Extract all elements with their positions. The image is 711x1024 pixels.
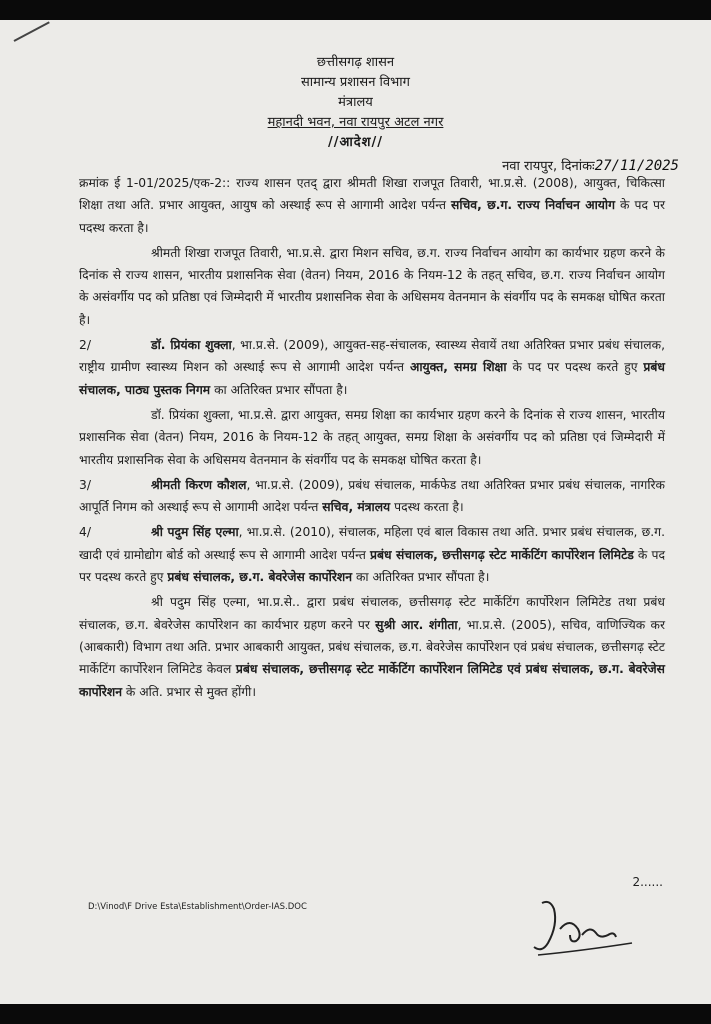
- date-value: 27/11/2025: [594, 158, 679, 174]
- paragraph-5: [79, 474, 665, 519]
- text: का अतिरिक्त प्रभार सौंपता है।: [352, 570, 490, 585]
- letterhead: [0, 53, 711, 153]
- paragraph-6: [79, 521, 665, 588]
- bold-text: प्रबंध संचालक, छ.ग. बेवरेजेस कार्पोरेशन: [167, 570, 353, 585]
- text: के अति. प्रभार से मुक्त होंगी।: [122, 684, 257, 699]
- paragraph-4: डॉ. प्रियंका शुक्ला, भा.प्र.से. द्वारा आयुक्त, समग्र शिक्षा का कार्यभार ग्रहण करने के दिनांक से राज्य शासन, भारतीय प्रशासनिक सेवा (वेतन) नियम, 2016 के नियम-12 के तहत् आयुक्त, समग्र शिक्षा के असंवर्गीय पद को प्रतिष्ठा एवं जिम्मेदारी में भारतीय प्रशासनिक सेवा के अधिसमय वेतनमान के संवर्गीय पद के समकक्ष घोषित करता है।: [79, 407, 665, 467]
- text: के पद पर पदस्थ करते हुए: [506, 360, 644, 375]
- para-number: 3/: [79, 477, 91, 492]
- bold-text: प्रबंध संचालक, छत्तीसगढ़ स्टेट मार्केटिंग कार्पोरेशन लिमिटेड एवं प्रबंध संचालक, छ.ग. बेवरेजेस कार्पोरेशन: [79, 662, 665, 699]
- bold-text: सुश्री आर. शंगीता: [375, 617, 458, 632]
- para-number: 2/: [79, 338, 91, 353]
- secretariat: मंत्रालय: [338, 95, 373, 110]
- para-number: 4/: [79, 525, 91, 540]
- bold-text: सचिव, छ.ग. राज्य निर्वाचन आयोग: [451, 198, 616, 213]
- bold-text: प्रबंध संचालक, छत्तीसगढ़ स्टेट मार्केटिंग कार्पोरेशन लिमिटेड: [369, 547, 634, 562]
- department-name: सामान्य प्रशासन विभाग: [301, 75, 410, 90]
- text: के पद पर पदस्थ करते हुए: [79, 547, 665, 585]
- text: श्री पदुम सिंह एल्मा, भा.प्र.से.. द्वारा प्रबंध संचालक, छत्तीसगढ़ स्टेट मार्केटिंग कार्पोरेशन लिमिटेड तथा प्रबंध संचालक, छ.ग. बेवरेजेस कार्पोरेशन का कार्यभार ग्रहण करने पर: [79, 595, 665, 632]
- text: , भा.प्र.से. (2010), संचालक, महिला एवं बाल विकास तथा अति. प्रभार प्रबंध संचालक, छ.ग. खादी एवं ग्रामोद्योग बोर्ड को अस्थाई रूप से आगामी आदेश पर्यन्त: [79, 525, 666, 562]
- bold-text: डॉ. प्रियंका शुक्ला: [151, 338, 232, 353]
- paragraph-2: श्रीमती शिखा राजपूत तिवारी, भा.प्र.से. द्वारा मिशन सचिव, छ.ग. राज्य निर्वाचन आयोग का कार्यभार ग्रहण करने के दिनांक से राज्य शासन, भारतीय प्रशासनिक सेवा (वेतन) नियम, 2016 के नियम-12 के तहत् सचिव, छ.ग. राज्य निर्वाचन आयोग के असंवर्गीय पद को प्रतिष्ठा एवं जिम्मेदारी में भारतीय प्रशासनिक सेवा के अधिसमय वेतनमान के संवर्गीय पद के समकक्ष घोषित करता है।: [79, 245, 665, 327]
- text: का अतिरिक्त प्रभार सौंपता है।: [210, 382, 348, 397]
- text: पदस्थ करता है।: [390, 500, 464, 515]
- paragraph-7: [79, 591, 665, 702]
- address: महानदी भवन, नवा रायपुर अटल नगर: [267, 115, 444, 130]
- order-title: //आदेश//: [327, 135, 384, 150]
- text: के पद पर पदस्थ करता है।: [79, 198, 665, 235]
- bold-text: आयुक्त, समग्र शिक्षा: [409, 360, 507, 375]
- bold-text: श्री पदुम सिंह एल्मा: [151, 525, 239, 540]
- continued-page-marker: 2......: [632, 875, 663, 889]
- text: , भा.प्र.से. (2009), आयुक्त-सह-संचालक, स्वास्थ्य सेवायें तथा अतिरिक्त प्रभार प्रबंध संचालक, राष्ट्रीय ग्रामीण स्वास्थ्य मिशन को अस्थाई रूप से आगामी आदेश पर्यन्त: [79, 338, 665, 375]
- bold-text: सचिव, मंत्रालय: [322, 500, 391, 515]
- order-body: [79, 172, 665, 706]
- pen-mark: [14, 21, 50, 42]
- govt-name: छत्तीसगढ़ शासन: [316, 55, 395, 70]
- bold-text: श्रीमती किरण कौशल: [151, 477, 247, 492]
- file-path: D:\Vinod\F Drive Esta\Establishment\Order-IAS.DOC: [88, 902, 307, 912]
- paragraph-1: [79, 172, 665, 239]
- bold-text: प्रबंध संचालक, पाठ्य पुस्तक निगम: [79, 360, 665, 397]
- text: क्रमांक ई 1-01/2025/एक-2:: राज्य शासन एतद् द्वारा श्रीमती शिखा राजपूत तिवारी, भा.प्र.से. (2008), आयुक्त, चिकित्सा शिक्षा तथा अति. प्रभार आयुक्त, आयुष को अस्थाई रूप से आगामी आदेश पर्यन्त: [79, 176, 665, 213]
- signature-icon: [520, 895, 640, 965]
- text: , भा.प्र.से. (2005), सचिव, वाणिज्यिक कर (आबकारी) विभाग तथा अति. प्रभार आबकारी आयुक्त, प्रबंध संचालक, छ.ग. बेवरेजेस कार्पोरेशन एवं प्रबंध संचालक, छत्तीसगढ़ स्टेट मार्केटिंग कार्पोरेशन लिमिटेड केवल: [79, 617, 666, 677]
- paragraph-3: [79, 334, 665, 401]
- document-page: [0, 20, 711, 1004]
- text: , भा.प्र.से. (2009), प्रबंध संचालक, मार्कफेड तथा अतिरिक्त प्रभार प्रबंध संचालक, नागरिक आपूर्ति निगम को अस्थाई रूप से आगामी आदेश पर्यन्त: [79, 477, 665, 515]
- date-place: नवा रायपुर, दिनांकः: [502, 159, 595, 174]
